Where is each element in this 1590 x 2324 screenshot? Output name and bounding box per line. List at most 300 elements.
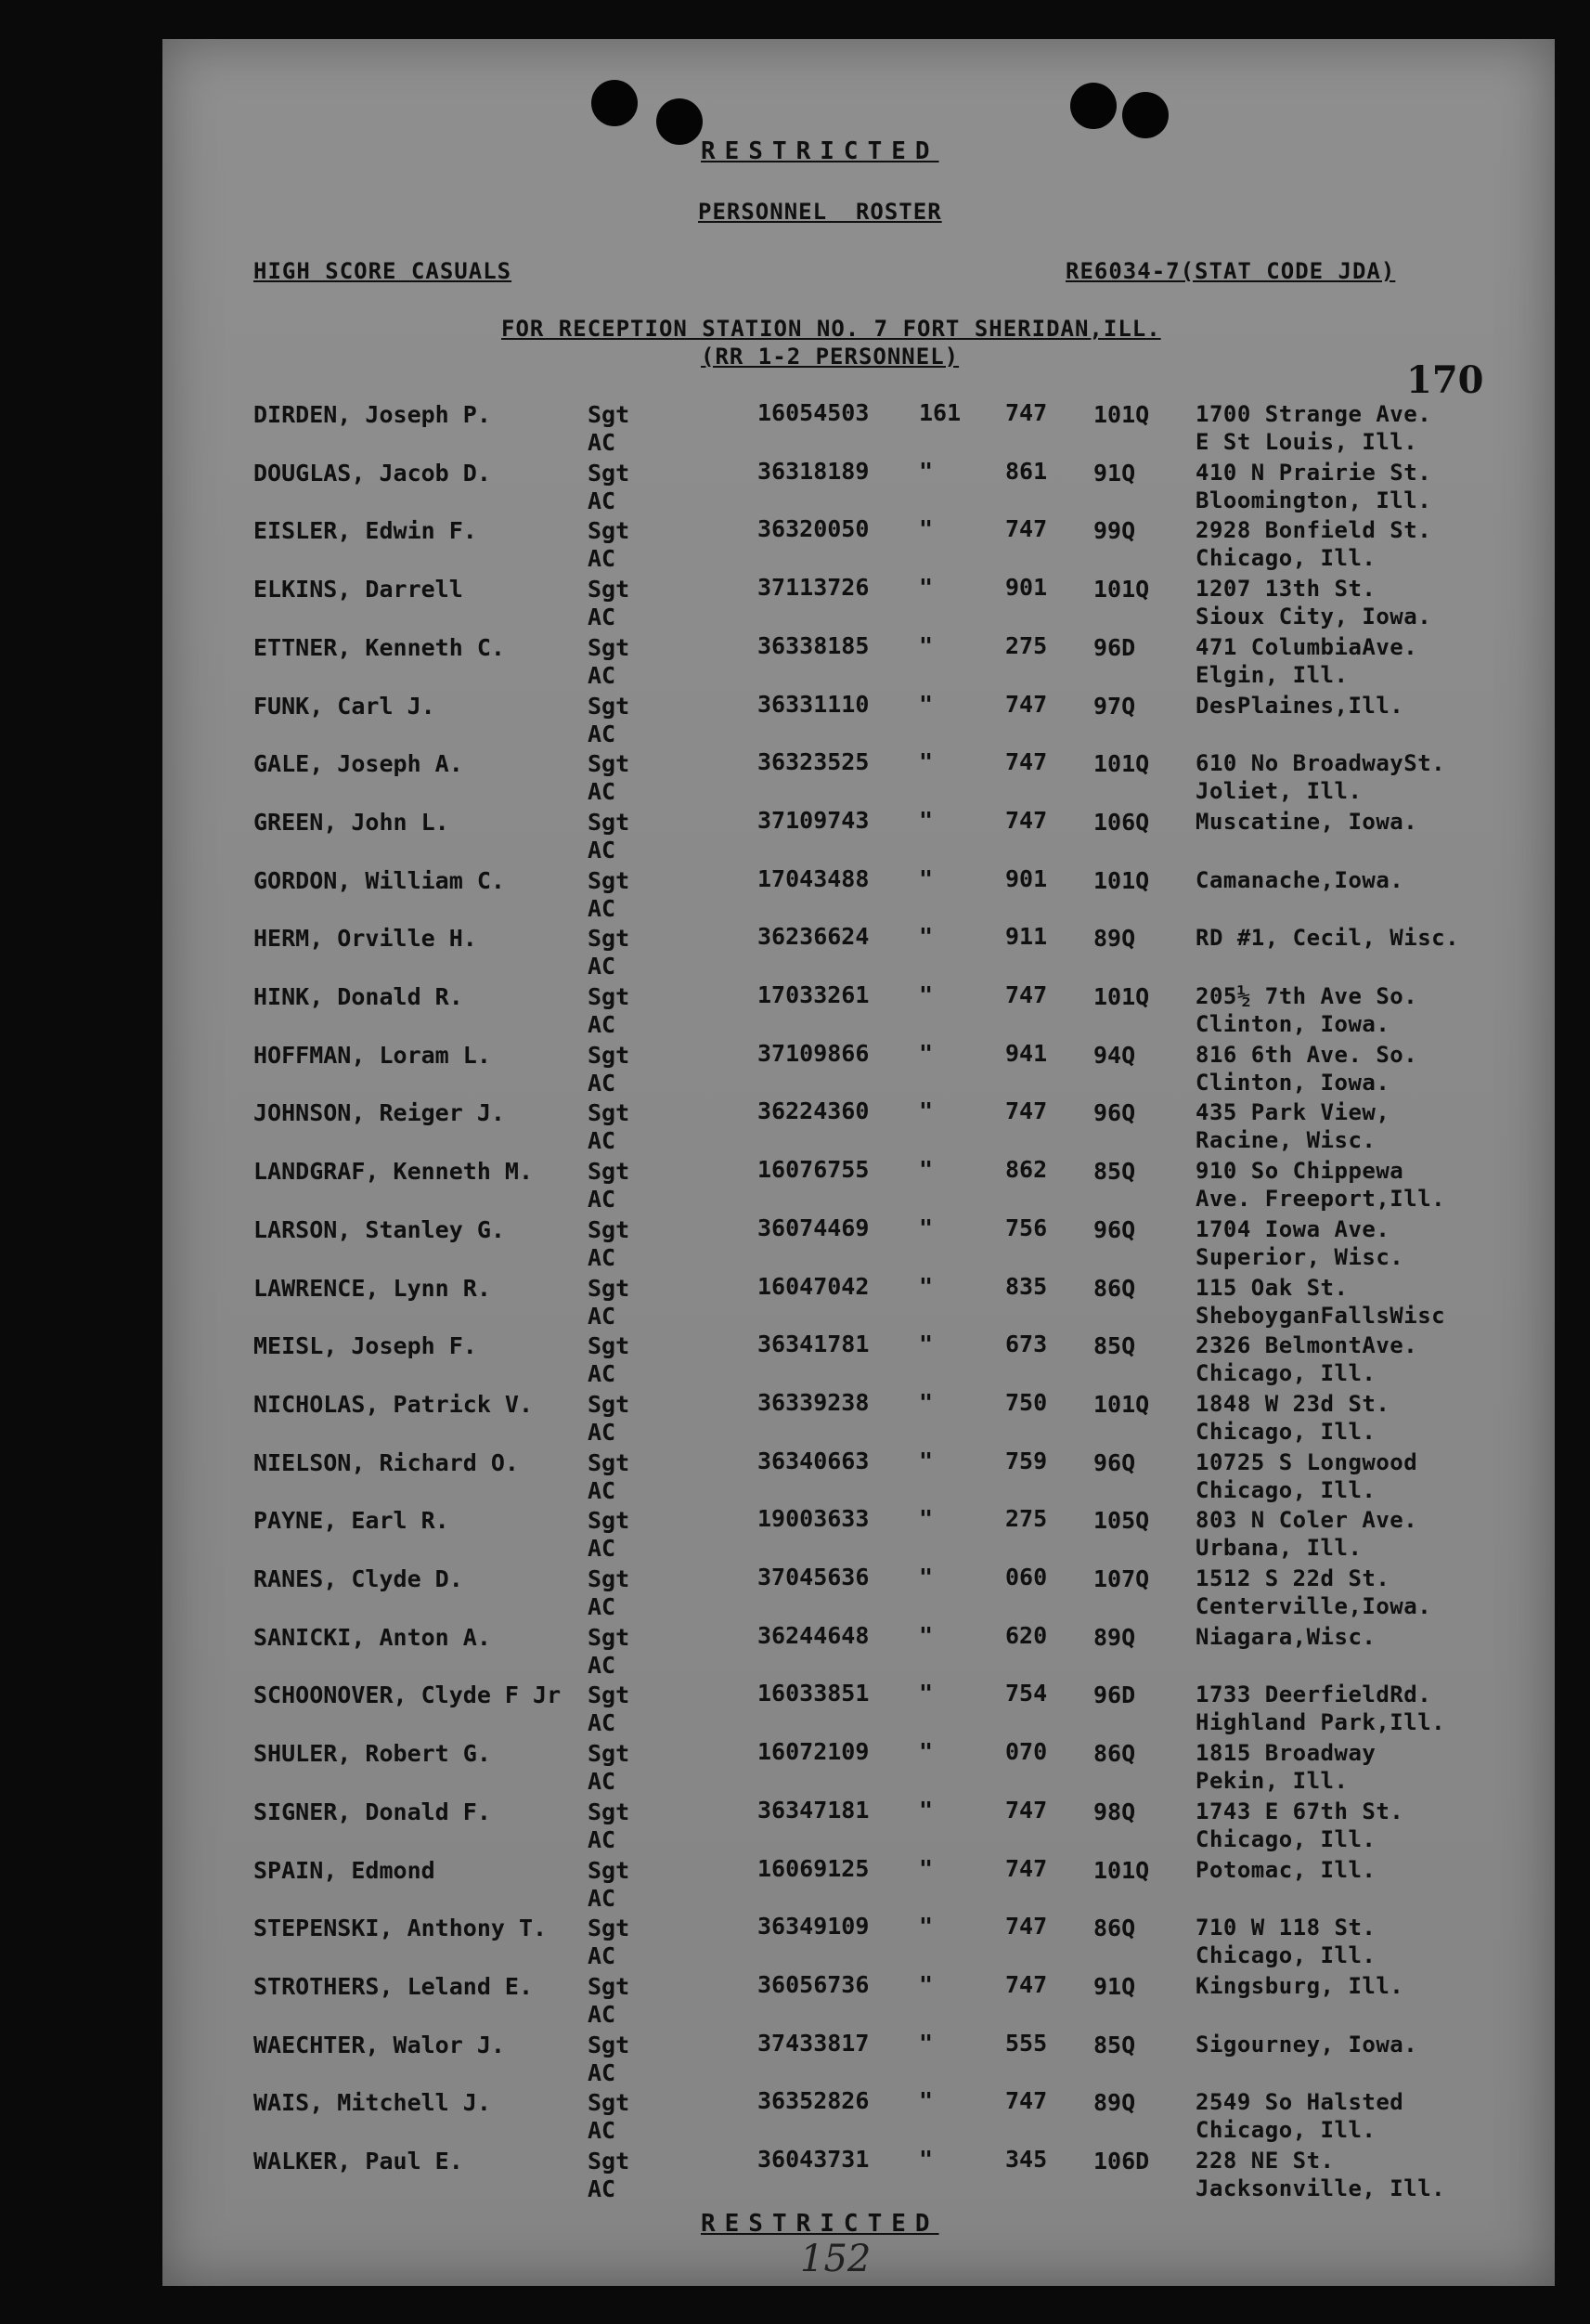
score-cell: 99Q xyxy=(1093,517,1136,545)
branch-cell: AC xyxy=(588,487,616,514)
branch-cell: AC xyxy=(588,953,616,980)
table-row xyxy=(0,1621,1590,1681)
rank-cell: Sgt xyxy=(588,459,630,487)
restricted-footer: RESTRICTED xyxy=(701,2210,939,2238)
score-cell: 94Q xyxy=(1093,1041,1136,1069)
branch-cell: AC xyxy=(588,1535,616,1563)
table-row xyxy=(0,401,1590,459)
mos-cell: 060 xyxy=(1005,1564,1048,1590)
table-row xyxy=(0,1388,1590,1448)
score-cell: 89Q xyxy=(1093,925,1136,953)
mos-cell: 862 xyxy=(1005,1156,1048,1184)
name-cell: WAECHTER, Walor J. xyxy=(253,2031,505,2058)
rank-cell: Sgt xyxy=(588,1507,630,1535)
mos-cell: 747 xyxy=(1005,1970,1048,1998)
score-cell: 101Q xyxy=(1093,401,1150,428)
rank-cell: Sgt xyxy=(588,1158,630,1186)
mos-cell: 747 xyxy=(1005,748,1048,776)
rank-cell: Sgt xyxy=(588,692,630,720)
rank-cell: Sgt xyxy=(588,1915,630,1942)
serial-cell: 36323525 xyxy=(757,748,870,776)
code-cell: " xyxy=(919,1214,934,1241)
score-cell: 91Q xyxy=(1093,1972,1136,2000)
score-cell: 91Q xyxy=(1093,459,1136,487)
name-cell: SHULER, Robert G. xyxy=(253,1740,491,1768)
score-cell: 85Q xyxy=(1093,2031,1136,2058)
score-cell: 107Q xyxy=(1093,1565,1150,1592)
branch-cell: AC xyxy=(588,836,616,863)
score-cell: 96D xyxy=(1093,633,1136,661)
address-line2: Ave. Freeport,Ill. xyxy=(1196,1186,1446,1213)
branch-cell: AC xyxy=(588,661,616,689)
table-row xyxy=(0,2148,1590,2205)
personnel-subtitle: (RR 1-2 PERSONNEL) xyxy=(701,344,960,370)
name-cell: ETTNER, Kenneth C. xyxy=(253,633,505,661)
branch-cell: AC xyxy=(588,1127,616,1155)
address-line2: Chicago, Ill. xyxy=(1196,545,1377,572)
name-cell: LAWRENCE, Lynn R. xyxy=(253,1274,491,1302)
code-cell: " xyxy=(919,981,934,1008)
score-cell: 86Q xyxy=(1093,1740,1136,1768)
branch-cell: AC xyxy=(588,545,616,573)
serial-cell: 17033261 xyxy=(757,981,870,1008)
code-cell: " xyxy=(919,1796,934,1824)
code-cell: " xyxy=(919,2029,934,2057)
serial-cell: 36320050 xyxy=(757,515,870,543)
score-cell: 96Q xyxy=(1093,1099,1136,1127)
address-line2: Chicago, Ill. xyxy=(1196,1360,1377,1387)
address-line1: 910 So Chippewa xyxy=(1196,1158,1404,1185)
name-cell: RANES, Clyde D. xyxy=(253,1565,463,1592)
name-cell: EISLER, Edwin F. xyxy=(253,517,477,545)
table-row xyxy=(0,517,1590,575)
address-line2: Clinton, Iowa. xyxy=(1196,1069,1390,1096)
name-cell: GREEN, John L. xyxy=(253,808,449,836)
serial-cell: 17043488 xyxy=(757,864,870,892)
address-line1: 1704 Iowa Ave. xyxy=(1196,1215,1390,1242)
mos-cell: 747 xyxy=(1005,1097,1048,1125)
address-line2: Sioux City, Iowa. xyxy=(1196,604,1432,630)
table-row xyxy=(0,1970,1590,2031)
address-line1: 710 W 118 St. xyxy=(1196,1915,1377,1941)
address-line1: 228 NE St. xyxy=(1196,2148,1335,2174)
branch-cell: AC xyxy=(588,604,616,631)
branch-cell: AC xyxy=(588,1243,616,1271)
code-cell: " xyxy=(919,923,934,951)
address-line2: Highland Park,Ill. xyxy=(1196,1709,1446,1736)
branch-cell: AC xyxy=(588,2000,616,2028)
table-row xyxy=(0,983,1590,1041)
mos-cell: 275 xyxy=(1005,631,1048,659)
code-cell: " xyxy=(919,457,934,485)
address-line2: Elgin, Ill. xyxy=(1196,661,1349,688)
address-line1: 610 No BroadwaySt. xyxy=(1196,750,1446,777)
name-cell: WAIS, Mitchell J. xyxy=(253,2089,491,2117)
restricted-header: RESTRICTED xyxy=(701,137,939,165)
serial-cell: 16076755 xyxy=(757,1156,870,1184)
serial-cell: 16069125 xyxy=(757,1854,870,1882)
code-cell: " xyxy=(919,1854,934,1882)
code-cell: " xyxy=(919,2146,934,2173)
address-line2: Jacksonville, Ill. xyxy=(1196,2175,1446,2201)
score-cell: 97Q xyxy=(1093,692,1136,720)
code-cell: " xyxy=(919,1970,934,1998)
code-cell: " xyxy=(919,1388,934,1416)
rank-cell: Sgt xyxy=(588,1972,630,2000)
table-row xyxy=(0,1216,1590,1274)
name-cell: MEISL, Joseph F. xyxy=(253,1332,477,1360)
address-line2: SheboyganFallsWisc xyxy=(1196,1302,1446,1329)
mos-cell: 754 xyxy=(1005,1680,1048,1707)
address-line1: Camanache,Iowa. xyxy=(1196,866,1404,893)
score-cell: 101Q xyxy=(1093,983,1150,1010)
address-line1: 2549 So Halsted xyxy=(1196,2089,1404,2116)
branch-cell: AC xyxy=(588,1069,616,1097)
rank-cell: Sgt xyxy=(588,1099,630,1127)
mos-cell: 750 xyxy=(1005,1388,1048,1416)
serial-cell: 36224360 xyxy=(757,1097,870,1125)
code-cell: " xyxy=(919,2087,934,2115)
serial-cell: 36349109 xyxy=(757,1913,870,1941)
table-row xyxy=(0,1854,1590,1915)
code-cell: " xyxy=(919,748,934,776)
code-cell: " xyxy=(919,631,934,659)
address-line1: 1848 W 23d St. xyxy=(1196,1390,1390,1417)
score-cell: 96Q xyxy=(1093,1448,1136,1476)
score-cell: 101Q xyxy=(1093,1390,1150,1418)
mos-cell: 747 xyxy=(1005,1854,1048,1882)
address-line1: Potomac, Ill. xyxy=(1196,1856,1377,1883)
mos-cell: 759 xyxy=(1005,1447,1048,1474)
rank-cell: Sgt xyxy=(588,983,630,1010)
table-row xyxy=(0,2029,1590,2089)
mos-cell: 941 xyxy=(1005,1039,1048,1067)
serial-cell: 37109866 xyxy=(757,1039,870,1067)
address-line1: 205½ 7th Ave So. xyxy=(1196,983,1418,1009)
address-line1: 10725 S Longwood xyxy=(1196,1448,1418,1475)
address-line1: 816 6th Ave. So. xyxy=(1196,1041,1418,1068)
rank-cell: Sgt xyxy=(588,1565,630,1592)
handwritten-page-number: 152 xyxy=(800,2238,872,2280)
serial-cell: 36341781 xyxy=(757,1331,870,1358)
branch-cell: AC xyxy=(588,1418,616,1446)
address-line1: 1512 S 22d St. xyxy=(1196,1565,1390,1591)
serial-cell: 36338185 xyxy=(757,631,870,659)
score-cell: 106D xyxy=(1093,2148,1150,2175)
mos-cell: 747 xyxy=(1005,1913,1048,1941)
serial-cell: 16033851 xyxy=(757,1680,870,1707)
mos-cell: 901 xyxy=(1005,574,1048,602)
name-cell: JOHNSON, Reiger J. xyxy=(253,1099,505,1127)
branch-cell: AC xyxy=(588,2175,616,2202)
address-line1: Niagara,Wisc. xyxy=(1196,1623,1377,1650)
code-cell: " xyxy=(919,1621,934,1649)
address-line1: 1207 13th St. xyxy=(1196,576,1377,603)
code-cell: " xyxy=(919,1564,934,1590)
score-cell: 85Q xyxy=(1093,1158,1136,1186)
mos-cell: 673 xyxy=(1005,1331,1048,1358)
score-cell: 86Q xyxy=(1093,1274,1136,1302)
rank-cell: Sgt xyxy=(588,1274,630,1302)
score-cell: 89Q xyxy=(1093,1623,1136,1651)
table-row xyxy=(0,1740,1590,1798)
table-row xyxy=(0,457,1590,517)
address-line2: Chicago, Ill. xyxy=(1196,1418,1377,1445)
rank-cell: Sgt xyxy=(588,750,630,778)
mos-cell: 620 xyxy=(1005,1621,1048,1649)
code-cell: " xyxy=(919,690,934,718)
rank-cell: Sgt xyxy=(588,2031,630,2058)
name-cell: LARSON, Stanley G. xyxy=(253,1215,505,1243)
serial-cell: 19003633 xyxy=(757,1505,870,1533)
name-cell: SCHOONOVER, Clyde F Jr xyxy=(253,1681,562,1709)
code-cell: " xyxy=(919,1913,934,1941)
serial-cell: 36347181 xyxy=(757,1796,870,1824)
code-cell: " xyxy=(919,1505,934,1533)
branch-cell: AC xyxy=(588,1884,616,1912)
address-line2: Clinton, Iowa. xyxy=(1196,1011,1390,1037)
serial-cell: 16054503 xyxy=(757,399,870,426)
table-row xyxy=(0,1798,1590,1856)
table-row xyxy=(0,925,1590,982)
address-line2: Bloomington, Ill. xyxy=(1196,487,1432,513)
score-cell: 101Q xyxy=(1093,576,1150,604)
rank-cell: Sgt xyxy=(588,517,630,545)
table-row xyxy=(0,1449,1590,1507)
score-cell: 86Q xyxy=(1093,1915,1136,1942)
score-cell: 101Q xyxy=(1093,750,1150,778)
punch-hole xyxy=(1070,83,1117,129)
branch-cell: AC xyxy=(588,429,616,456)
score-cell: 105Q xyxy=(1093,1507,1150,1535)
rank-cell: Sgt xyxy=(588,1215,630,1243)
table-row xyxy=(0,690,1590,750)
address-line1: RD #1, Cecil, Wisc. xyxy=(1196,925,1460,952)
punch-hole xyxy=(656,98,703,145)
branch-cell: AC xyxy=(588,1825,616,1853)
mos-cell: 747 xyxy=(1005,515,1048,543)
branch-cell: AC xyxy=(588,1476,616,1504)
name-cell: SIGNER, Donald F. xyxy=(253,1798,491,1825)
table-row xyxy=(0,1158,1590,1215)
name-cell: FUNK, Carl J. xyxy=(253,692,435,720)
table-row xyxy=(0,1099,1590,1157)
table-row xyxy=(0,750,1590,808)
name-cell: SPAIN, Edmond xyxy=(253,1856,435,1884)
code-cell: " xyxy=(919,1039,934,1067)
address-line1: 803 N Coler Ave. xyxy=(1196,1507,1418,1534)
table-row xyxy=(0,864,1590,925)
serial-cell: 37109743 xyxy=(757,806,870,834)
name-cell: DOUGLAS, Jacob D. xyxy=(253,459,491,487)
code-cell: " xyxy=(919,1097,934,1125)
table-row xyxy=(0,1332,1590,1390)
name-cell: GALE, Joseph A. xyxy=(253,750,463,778)
name-cell: SANICKI, Anton A. xyxy=(253,1623,491,1651)
name-cell: NICHOLAS, Patrick V. xyxy=(253,1390,534,1418)
code-cell: " xyxy=(919,1272,934,1300)
serial-cell: 36074469 xyxy=(757,1214,870,1241)
rank-cell: Sgt xyxy=(588,1681,630,1709)
code-cell: " xyxy=(919,1447,934,1474)
mos-cell: 911 xyxy=(1005,923,1048,951)
serial-cell: 36244648 xyxy=(757,1621,870,1649)
code-cell: " xyxy=(919,1156,934,1184)
score-cell: 106Q xyxy=(1093,808,1150,836)
mos-cell: 747 xyxy=(1005,981,1048,1008)
name-cell: HINK, Donald R. xyxy=(253,983,463,1010)
branch-cell: AC xyxy=(588,1302,616,1330)
mos-cell: 345 xyxy=(1005,2146,1048,2173)
name-cell: STROTHERS, Leland E. xyxy=(253,1972,534,2000)
mos-cell: 835 xyxy=(1005,1272,1048,1300)
address-line1: 2326 BelmontAve. xyxy=(1196,1332,1418,1359)
rank-cell: Sgt xyxy=(588,1856,630,1884)
score-cell: 101Q xyxy=(1093,1856,1150,1884)
branch-cell: AC xyxy=(588,894,616,922)
branch-cell: AC xyxy=(588,778,616,806)
score-cell: 85Q xyxy=(1093,1332,1136,1360)
address-line2: Racine, Wisc. xyxy=(1196,1127,1377,1154)
rank-cell: Sgt xyxy=(588,1041,630,1069)
rank-cell: Sgt xyxy=(588,2148,630,2175)
address-line1: 471 ColumbiaAve. xyxy=(1196,633,1418,660)
mos-cell: 861 xyxy=(1005,457,1048,485)
punch-hole xyxy=(591,80,638,126)
mos-cell: 756 xyxy=(1005,1214,1048,1241)
address-line1: 1733 DeerfieldRd. xyxy=(1196,1681,1432,1708)
branch-cell: AC xyxy=(588,1186,616,1214)
name-cell: PAYNE, Earl R. xyxy=(253,1507,449,1535)
name-cell: HOFFMAN, Loram L. xyxy=(253,1041,491,1069)
rank-cell: Sgt xyxy=(588,1740,630,1768)
table-row xyxy=(0,2089,1590,2147)
name-cell: ELKINS, Darrell xyxy=(253,576,463,604)
code-cell: " xyxy=(919,574,934,602)
address-line2: Chicago, Ill. xyxy=(1196,1825,1377,1852)
address-line2: Superior, Wisc. xyxy=(1196,1243,1404,1270)
serial-cell: 16072109 xyxy=(757,1738,870,1766)
serial-cell: 36056736 xyxy=(757,1970,870,1998)
address-line2: E St Louis, Ill. xyxy=(1196,429,1418,455)
rank-cell: Sgt xyxy=(588,1390,630,1418)
score-cell: 96D xyxy=(1093,1681,1136,1709)
serial-cell: 36339238 xyxy=(757,1388,870,1416)
address-line1: 410 N Prairie St. xyxy=(1196,459,1432,486)
branch-cell: AC xyxy=(588,1942,616,1970)
rank-cell: Sgt xyxy=(588,1448,630,1476)
code-cell: " xyxy=(919,1680,934,1707)
address-line1: 1700 Strange Ave. xyxy=(1196,401,1432,427)
branch-cell: AC xyxy=(588,1011,616,1038)
address-line2: Chicago, Ill. xyxy=(1196,2117,1377,2144)
rank-cell: Sgt xyxy=(588,1623,630,1651)
name-cell: NIELSON, Richard O. xyxy=(253,1448,519,1476)
mos-cell: 747 xyxy=(1005,690,1048,718)
branch-cell: AC xyxy=(588,2058,616,2086)
serial-cell: 36043731 xyxy=(757,2146,870,2173)
serial-cell: 16047042 xyxy=(757,1272,870,1300)
table-row xyxy=(0,806,1590,866)
branch-cell: AC xyxy=(588,2117,616,2145)
name-cell: GORDON, William C. xyxy=(253,866,505,894)
name-cell: WALKER, Paul E. xyxy=(253,2148,463,2175)
punch-hole xyxy=(1122,92,1169,138)
address-line2: Joliet, Ill. xyxy=(1196,778,1363,805)
branch-cell: AC xyxy=(588,1768,616,1796)
name-cell: STEPENSKI, Anthony T. xyxy=(253,1915,548,1942)
address-line2: Chicago, Ill. xyxy=(1196,1942,1377,1969)
rank-cell: Sgt xyxy=(588,925,630,953)
rank-cell: Sgt xyxy=(588,576,630,604)
address-line1: Sigourney, Iowa. xyxy=(1196,2031,1418,2058)
mos-cell: 747 xyxy=(1005,1796,1048,1824)
table-row xyxy=(0,1507,1590,1564)
address-line1: DesPlaines,Ill. xyxy=(1196,692,1404,719)
mos-cell: 070 xyxy=(1005,1738,1048,1766)
serial-cell: 36352826 xyxy=(757,2087,870,2115)
branch-cell: AC xyxy=(588,1593,616,1620)
rank-cell: Sgt xyxy=(588,808,630,836)
serial-cell: 37113726 xyxy=(757,574,870,602)
roster-title: PERSONNEL ROSTER xyxy=(698,199,942,225)
table-row xyxy=(0,576,1590,633)
table-row xyxy=(0,1565,1590,1623)
branch-cell: AC xyxy=(588,1360,616,1388)
serial-cell: 36340663 xyxy=(757,1447,870,1474)
name-cell: HERM, Orville H. xyxy=(253,925,477,953)
score-cell: 101Q xyxy=(1093,866,1150,894)
score-cell: 98Q xyxy=(1093,1798,1136,1825)
score-cell: 89Q xyxy=(1093,2089,1136,2117)
table-row xyxy=(0,1915,1590,1972)
mos-cell: 747 xyxy=(1005,806,1048,834)
code-cell: " xyxy=(919,1331,934,1358)
rank-cell: Sgt xyxy=(588,866,630,894)
station-line: FOR RECEPTION STATION NO. 7 FORT SHERIDAN,ILL. xyxy=(501,316,1161,342)
mos-cell: 275 xyxy=(1005,1505,1048,1533)
code-cell: 161 xyxy=(919,399,962,426)
rank-cell: Sgt xyxy=(588,1798,630,1825)
mos-cell: 901 xyxy=(1005,864,1048,892)
serial-cell: 36331110 xyxy=(757,690,870,718)
group-label: HIGH SCORE CASUALS xyxy=(253,258,512,284)
address-line2: Urbana, Ill. xyxy=(1196,1535,1363,1562)
branch-cell: AC xyxy=(588,1651,616,1679)
serial-cell: 37045636 xyxy=(757,1564,870,1590)
serial-cell: 36236624 xyxy=(757,923,870,951)
mos-cell: 747 xyxy=(1005,399,1048,426)
rank-cell: Sgt xyxy=(588,1332,630,1360)
table-row xyxy=(0,1681,1590,1739)
mos-cell: 555 xyxy=(1005,2029,1048,2057)
address-line1: 2928 Bonfield St. xyxy=(1196,517,1432,544)
address-line1: 1815 Broadway xyxy=(1196,1740,1377,1767)
address-line1: 1743 E 67th St. xyxy=(1196,1798,1404,1824)
rank-cell: Sgt xyxy=(588,2089,630,2117)
serial-cell: 37433817 xyxy=(757,2029,870,2057)
rank-cell: Sgt xyxy=(588,401,630,428)
code-cell: " xyxy=(919,864,934,892)
mos-cell: 747 xyxy=(1005,2087,1048,2115)
rank-cell: Sgt xyxy=(588,633,630,661)
name-cell: LANDGRAF, Kenneth M. xyxy=(253,1158,534,1186)
address-line1: Muscatine, Iowa. xyxy=(1196,808,1418,835)
score-cell: 96Q xyxy=(1093,1215,1136,1243)
table-row xyxy=(0,631,1590,692)
serial-cell: 36318189 xyxy=(757,457,870,485)
table-row xyxy=(0,1272,1590,1332)
